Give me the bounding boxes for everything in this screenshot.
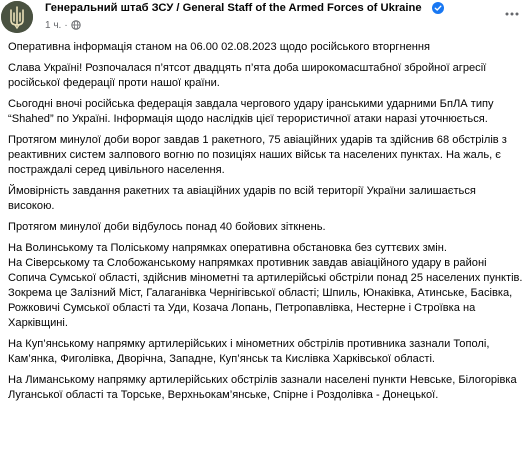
post-header (0, 0, 527, 36)
page-avatar[interactable] (1, 1, 33, 33)
post-paragraph: Протягом минулої доби ворог завдав 1 ракетного, 75 авіаційних ударів та здійснив 68 обстрілів з реактивних систем залпового вогню по позиціях наших військ та населених пунктах. На жаль, є постраждалі серед цивільного населення. (8, 134, 507, 176)
post-paragraph: Сьогодні вночі російська федерація завдала чергового удару іранськими ударними БпЛА типу “Shahed” по Україні. Інформація щодо наслідків цієї терористичної атаки наразі уточнюється. (8, 98, 494, 125)
post-timestamp[interactable]: 1 ч. (45, 19, 62, 31)
post-text (8, 40, 523, 409)
post-paragraph: На Сіверському та Слобожанському напрямках противник завдав авіаційного удару в районі Сопича Сумської області, здійснив мінометні та артилерійські обстріли понад 25 населених пунктів. Зокрема це Залізний Міст, Галаганівка Чернігівської області; Шпиль, Юнаківка, Атинське, Басівка, Рожковичі Сумської області та Уди, Козача Лопань, Петропавлівка, Нестерне і Строївка на Харківщині. (8, 257, 523, 329)
more-options-icon (505, 12, 519, 16)
post-paragraph: Оперативна інформація станом на 06.00 02.08.2023 щодо російського вторгнення (8, 41, 431, 53)
post-paragraph: Ймовірність завдання ракетних та авіаційних ударів по всій території України залишається високою. (8, 185, 476, 212)
more-options-button[interactable] (502, 4, 522, 24)
post-paragraph: На Волинському та Поліському напрямках оперативна обстановка без суттєвих змін. (8, 242, 447, 254)
trident-emblem (1, 1, 33, 33)
meta-separator: · (64, 19, 68, 31)
verified-badge-icon (432, 2, 444, 14)
post-meta (45, 18, 81, 32)
post-paragraph: На Куп’янському напрямку артилерійських і мінометних обстрілів противника зазнали Тополі, Кам’янка, Фиголівка, Дворічна, Западне, Куп’янськ та Кислівка Харківської області. (8, 338, 490, 365)
post-paragraph: Слава Україні! Розпочалася п’ятсот двадцять п’ята доба широкомасштабної збройної агресії російської федерації проти нашої країни. (8, 62, 487, 89)
page-name[interactable]: Генеральний штаб ЗСУ / General Staff of the Armed Forces of Ukraine (45, 2, 422, 14)
post-paragraph: Протягом минулої доби відбулось понад 40 бойових зіткнень. (8, 221, 326, 233)
post-paragraph: На Лиманському напрямку артилерійських обстрілів зазнали населені пункти Невське, Білогорівка Луганської області та Торське, Верхньокам’янське, Спірне і Роздолівка - Донецької. (8, 374, 517, 401)
globe-icon (71, 20, 81, 30)
